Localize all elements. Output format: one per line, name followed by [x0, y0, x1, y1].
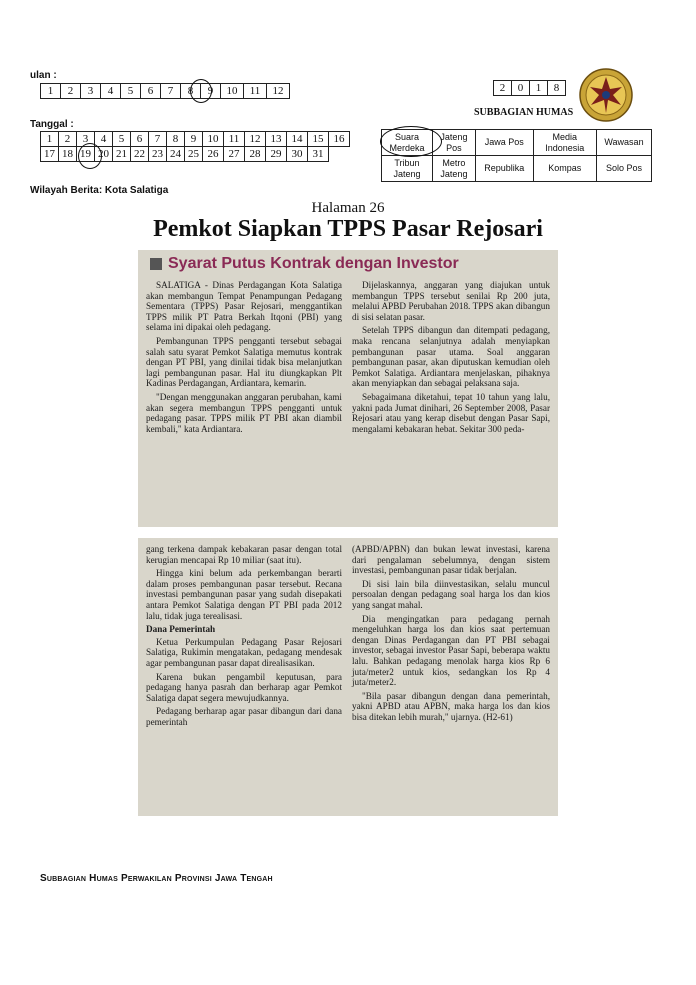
column-top-left	[146, 280, 342, 437]
month-cell: 1	[41, 84, 61, 99]
month-cell: 6	[141, 84, 161, 99]
month-cell: 7	[161, 84, 181, 99]
footer-org: Subbagian Humas Perwakilan Provinsi Jawa Tengah	[40, 873, 273, 884]
date-cell: 2	[59, 132, 77, 147]
date-cell: 11	[224, 132, 245, 147]
media-cell: Republika	[475, 156, 533, 182]
paragraph: Setelah TPPS dibangun dan ditempati pedagang, maka rencana selanjutnya adalah menyiapkan pembangunan pasar utama. Soal anggaran pembangunan pasar, akan diputuskan kemudian oleh Pemkot Salatiga. Ardiantara menjelaskan, pihaknya akan menyiapkan dan sebagai pelaksana saja.	[352, 325, 550, 389]
date-cell: 8	[167, 132, 185, 147]
date-cell: 14	[287, 132, 308, 147]
paragraph: Dia mengingatkan para pedagang pernah mengeluhkan harga los dan kios saat pertemuan dengan Dinas Perdagangan dan PT PBI sebagai investor, sebagai investor Pasar Sapi, beberapa waktu lalu. Bahkan pedagang menolak harga kios Rp 6 juta/meter2 untuk kios, sedangkan los Rp 4 juta/meter2.	[352, 613, 550, 688]
paragraph: Di sisi lain bila diinvestasikan, selalu muncul persoalan dengan pedagang soal harga los dan kios yang sangat mahal.	[352, 578, 550, 610]
date-cell: 17	[41, 147, 59, 162]
month-cell: 11	[244, 84, 267, 99]
paragraph: Sebagaimana diketahui, tepat 10 tahun yang lalu, yakni pada Jumat dinihari, 26 September 2008, Pasar Rejosari atau yang kerap disebut dengan Pasar Sapi, mengalami kebakaran hebat. Sekitar 300 peda-	[352, 391, 550, 434]
article-kicker: Syarat Putus Kontrak dengan Investor	[168, 255, 459, 272]
date-cell: 28	[245, 147, 266, 162]
paragraph: Dijelaskannya, anggaran yang diajukan untuk membangun TPPS tersebut senilai Rp 200 juta, melalui APBD Perubahan 2018. TPPS akan dibangun di sisi selatan pasar.	[352, 280, 550, 322]
media-cell: Jateng Pos	[432, 130, 475, 156]
paragraph: Ketua Perkumpulan Pedagang Pasar Rejosari Salatiga, Rukimin mengatakan, pedagang mendesak agar pembangunan pasar dapat direalisasikan.	[146, 636, 342, 668]
date-cell: 25	[185, 147, 203, 162]
date-cell: 6	[131, 132, 149, 147]
media-cell: Suara Merdeka	[382, 130, 433, 156]
paragraph: Karena bukan pengambil keputusan, para pedagang hanya pasrah dan berharap agar Pemkot Salatiga dapat segera mewujudkannya.	[146, 671, 342, 703]
clipping-bottom	[138, 538, 558, 816]
date-cell: 20	[95, 147, 113, 162]
date-cell: 22	[131, 147, 149, 162]
paragraph: "Dengan menggunakan anggaran perubahan, kami akan segera membangun TPPS pengganti untuk pedagang pasar. TPPS milik PT PBI akan diambil kembali," kata Ardiantara.	[146, 391, 342, 434]
media-cell: Solo Pos	[596, 156, 651, 182]
date-cell: 16	[329, 132, 350, 147]
date-cell: 12	[245, 132, 266, 147]
column-top-right	[352, 280, 550, 437]
halaman-label: Halaman 26	[311, 200, 385, 216]
date-cell: 24	[167, 147, 185, 162]
date-cell: 7	[149, 132, 167, 147]
date-cell: 10	[203, 132, 224, 147]
media-cell: Wawasan	[596, 130, 651, 156]
media-cell: Tribun Jateng	[382, 156, 433, 182]
date-cell: 27	[224, 147, 245, 162]
article-title: Pemkot Siapkan TPPS Pasar Rejosari	[153, 216, 543, 242]
media-cell: Metro Jateng	[432, 156, 475, 182]
month-cell: 4	[101, 84, 121, 99]
subheading: Dana Pemerintah	[146, 624, 216, 635]
column-bottom-left	[146, 544, 342, 731]
date-cell: 5	[113, 132, 131, 147]
paragraph: Pembangunan TPPS pengganti tersebut sebagai salah satu syarat Pemkot Salatiga memutus kontrak dengan PT PBI, yang dinilai tidak bisa melanjutkan lagi pembangunan pasar. Hal itu diungkapkan Plt Kadinas Perdagangan, Ardiantara, kemarin.	[146, 335, 342, 389]
date-cell: 19	[77, 147, 95, 162]
bulan-grid	[40, 83, 290, 99]
kicker-square-icon	[150, 258, 162, 270]
month-cell: 5	[121, 84, 141, 99]
garuda-emblem-icon	[577, 67, 635, 123]
year-digit-cell: 1	[530, 81, 548, 96]
month-cell: 12	[267, 84, 290, 99]
month-cell: 8	[181, 84, 201, 99]
wilayah-berita: Wilayah Berita: Kota Salatiga	[30, 185, 169, 196]
selected-date-circle	[78, 143, 102, 169]
date-cell: 26	[203, 147, 224, 162]
paragraph: "Bila pasar dibangun dengan dana pemerintah, yakni APBD atau APBN, maka harga los dan kios bisa ditekan lebih murah," ujarnya. (H2-61)	[352, 690, 550, 722]
date-cell: 4	[95, 132, 113, 147]
month-cell: 3	[81, 84, 101, 99]
date-cell: 29	[266, 147, 287, 162]
tahun-grid	[493, 80, 566, 96]
tanggal-label: Tanggal :	[30, 119, 74, 130]
clipping-top	[138, 250, 558, 527]
date-cell: 13	[266, 132, 287, 147]
year-digit-cell: 2	[494, 81, 512, 96]
paragraph: (APBD/APBN) dan bukan lewat investasi, karena dari pengalaman sebelumnya, dengan sistem investasi, pembangunan pasar tidak berjalan.	[352, 544, 550, 576]
year-digit-cell: 8	[548, 81, 566, 96]
date-cell: 30	[287, 147, 308, 162]
paragraph: gang terkena dampak kebakaran pasar dengan total kerugian mencapai Rp 10 miliar (saat itu).	[146, 544, 342, 565]
month-cell: 2	[61, 84, 81, 99]
media-cell: Jawa Pos	[475, 130, 533, 156]
bulan-label: ulan :	[30, 70, 57, 81]
selected-media-circle	[380, 126, 442, 157]
media-cell: Media Indonesia	[533, 130, 596, 156]
date-cell: 9	[185, 132, 203, 147]
column-bottom-right	[352, 544, 550, 726]
selected-month-circle	[190, 79, 212, 103]
month-cell: 9	[201, 84, 221, 99]
date-cell: 15	[308, 132, 329, 147]
paragraph: Pedagang berharap agar pasar dibangun dari dana pemerintah	[146, 706, 342, 727]
date-cell: 18	[59, 147, 77, 162]
date-cell: 1	[41, 132, 59, 147]
paragraph: Hingga kini belum ada perkembangan berarti dalam proses pembangunan pasar tersebut. Recana investasi pembangunan pasar yang sudah disepakati antara Pemkot Salatiga dengan PT PBI pada 2012 lalu, tidak juga terealisasi.	[146, 568, 342, 621]
date-cell: 31	[308, 147, 329, 162]
media-cell: Kompas	[533, 156, 596, 182]
date-cell: 3	[77, 132, 95, 147]
month-cell: 10	[221, 84, 244, 99]
date-cell: 21	[113, 147, 131, 162]
date-cell: 23	[149, 147, 167, 162]
paragraph: SALATIGA - Dinas Perdagangan Kota Salatiga akan membangun Tempat Penampungan Pedagang Sementara (TPPS) Pasar Rejosari, menggantikan TPPS milik PT Patra Berkah Itqoni (PBI) yang selama ini dipakai oleh pedagang.	[146, 280, 342, 333]
org-name: SUBBAGIAN HUMAS	[474, 107, 574, 118]
year-digit-cell: 0	[512, 81, 530, 96]
